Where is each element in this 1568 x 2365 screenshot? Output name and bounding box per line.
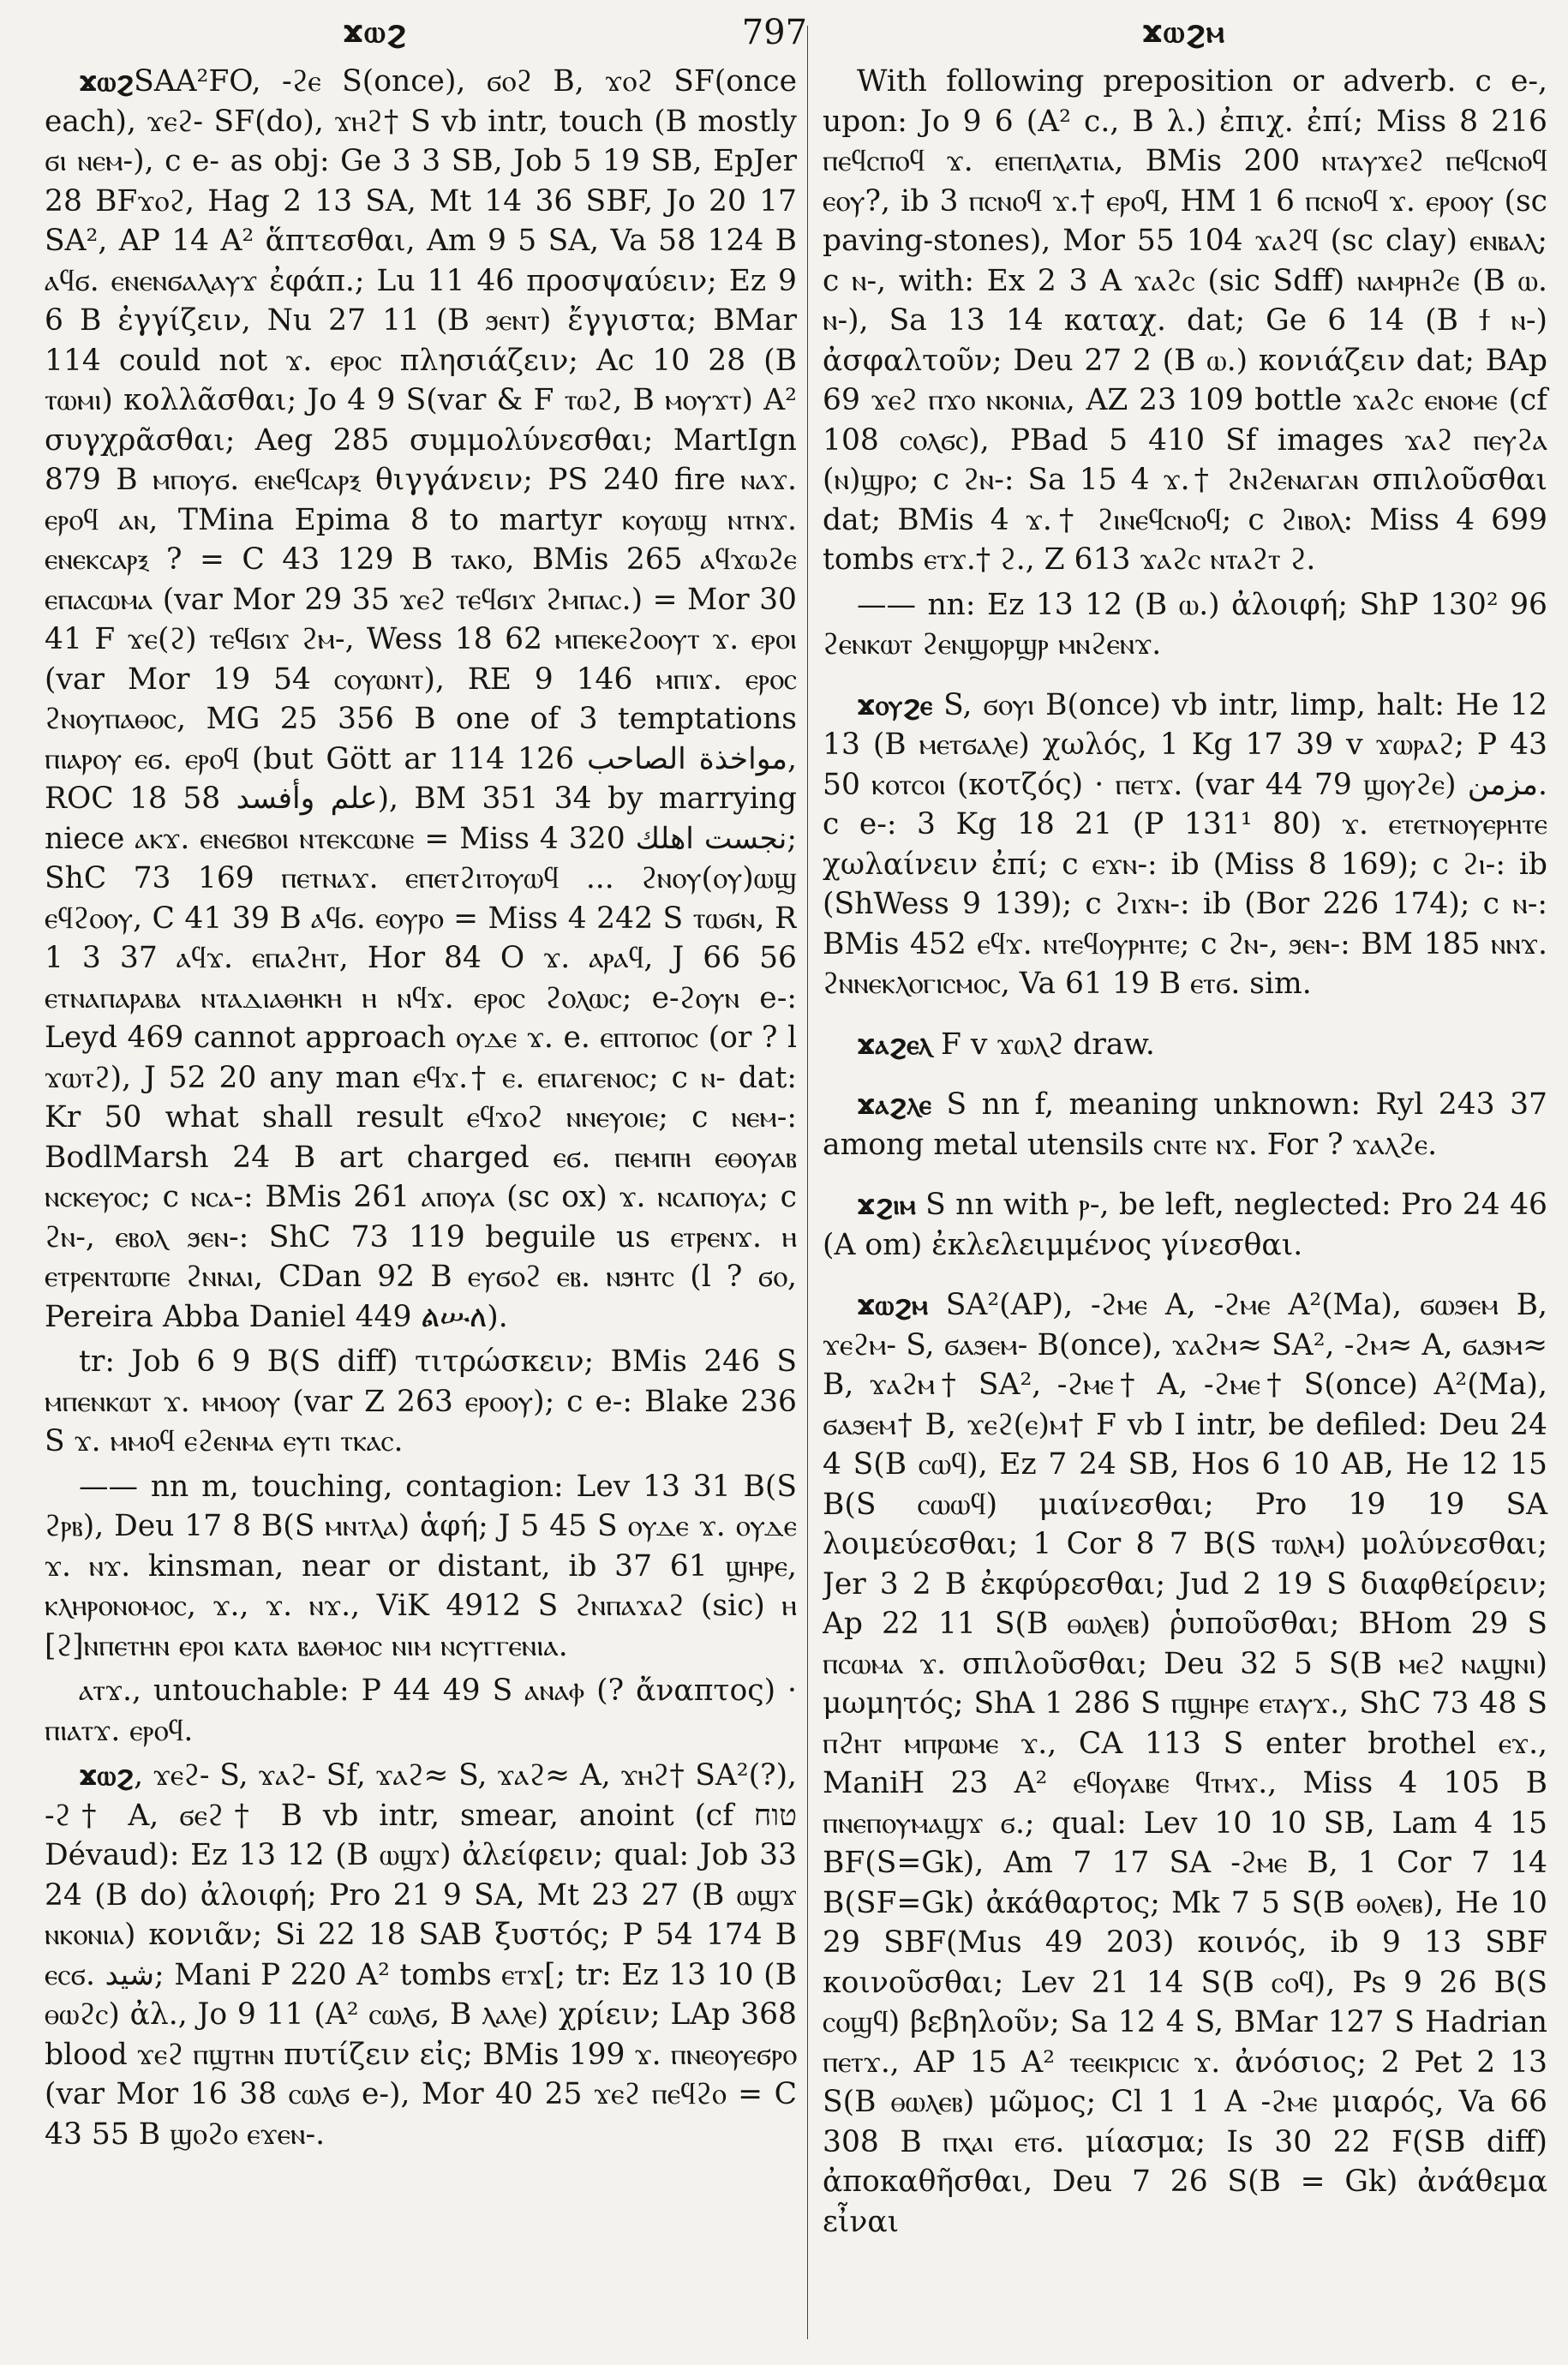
entry-jOh-transitive <box>45 1342 797 1462</box>
entry-jahle <box>823 1085 1547 1165</box>
entry-headword: ϫϩⲓⲙ <box>857 1188 916 1221</box>
left-column <box>45 62 797 2348</box>
entry-body: S, ϭⲟⲩⲓ B(once) vb intr, limp, halt: He 12 13 (B ⲙⲉⲧϭⲁⲗⲉ) χωλός, 1 Kg 17 39 v ϫⲱⲣⲁϩ; P 43 50 ⲕⲟⲧⲥⲟⲓ (κοτζός) · ⲡⲉⲧϫ. (var 44 79 ϣⲟⲩϩⲉ) مزمن. c e-: 3 Kg 18 21 (P 131¹ 80) ϫ. ⲉⲧⲉⲧⲛⲟⲩⲉⲣⲏⲧⲉ χωλαίνειν ἐπί; c ⲉϫⲛ-: ib (Miss 8 169); c ϩⲓ-: ib (ShWess 9 139); c ϩⲓϫⲛ-: ib (Bor 226 174); c ⲛ-: BMis 452 ⲉϥϫ. ⲛⲧⲉϥⲟⲩⲣⲏⲧⲉ; c ϩⲛ-, ϧⲉⲛ-: BM 185 ⲛⲛϫ. ϩⲛⲛⲉⲕⲗⲟⲅⲓⲥⲙⲟⲥ, Va 61 19 B ⲉⲧϭ. sim. <box>823 687 1547 1001</box>
entry-jOh-prepositions <box>823 62 1547 580</box>
entry-jhim <box>823 1185 1547 1265</box>
entry-body: S nn f, meaning unknown: Ryl 243 37 among metal utensils ⲥⲛⲧⲉ ⲛϫ. For ? ϫⲁⲗϩⲉ. <box>823 1087 1547 1162</box>
entry-headword: ϫⲁϩⲗⲉ <box>857 1088 932 1121</box>
entry-body: SAA²FO, -ϩⲉ S(once), ϭⲟϩ B, ϫⲟϩ SF(once each), ϫⲉϩ- SF(do), ϫⲏϩ† S vb intr, touch (B mostly ϭⲓ ⲛⲉⲙ-), c e- as obj: Ge 3 3 SB, Job 5 19 SB, EpJer 28 BFϫⲟϩ, Hag 2 13 SA, Mt 14 36 SBF, Jo 20 17 SA², AP 14 A² ἅπτεσθαι, Am 9 5 SA, Va 58 124 B ⲁϥϭ. ⲉⲛⲉⲛϭⲁⲗⲁⲩϫ ἐφάπ.; Lu 11 46 προσψαύειν; Ez 9 6 B ἐγγίζειν, Nu 27 11 (B ϧⲉⲛⲧ) ἔγγιστα; BMar 114 could not ϫ. ⲉⲣⲟⲥ πλησιάζειν; Ac 10 28 (B ⲧⲱⲙⲓ) κολλᾶσθαι; Jo 4 9 S(var & F ⲧⲱϩ, B ⲙⲟⲩϫⲧ) A² συγχρᾶσθαι; Aeg 285 συμμολύνεσθαι; MartIgn 879 B ⲙⲡⲟⲩϭ. ⲉⲛⲉϥⲥⲁⲣⲝ θιγγάνειν; PS 240 fire ⲛⲁϫ. ⲉⲣⲟϥ ⲁⲛ, TMina Epima 8 to martyr ⲕⲟⲩⲱϣ ⲛⲧⲛϫ. ⲉⲛⲉⲕⲥⲁⲣⲝ ? = C 43 129 B ⲧⲁⲕⲟ, BMis 265 ⲁϥϫⲱϩⲉ ⲉⲡⲁⲥⲱⲙⲁ (var Mor 29 35 ϫⲉϩ ⲧⲉϥϭⲓϫ ϩⲙⲡⲁⲥ.) = Mor 30 41 F ϫⲉ(ϩ) ⲧⲉϥϭⲓϫ ϩⲙ-, Wess 18 62 ⲙⲡⲉⲕⲉϩⲟⲟⲩⲧ ϫ. ⲉⲣⲟⲓ (var Mor 19 54 ⲥⲟⲩⲱⲛⲧ), RE 9 146 ⲙⲡⲓϫ. ⲉⲣⲟⲥ ϩⲛⲟⲩⲡⲁⲑⲟⲥ, MG 25 356 B one of 3 temptations ⲡⲓⲁⲣⲟⲩ ⲉϭ. ⲉⲣⲟϥ (but Gött ar 114 126 مواخذة الصاحب, ROC 18 58 علم وأفسد), BM 351 34 by marrying niece ⲁⲕϫ. ⲉⲛⲉϭⲃⲟⲓ ⲛⲧⲉⲕⲥⲱⲛⲉ = Miss 4 320 نجست اهلك; ShC 73 169 ⲡⲉⲧⲛⲁϫ. ⲉⲡⲉⲧϩⲓⲧⲟⲩⲱϥ ... ϩⲛⲟⲩ(ⲟⲩ)ⲱϣ ⲉϥϩⲟⲟⲩ, C 41 39 B ⲁϥϭ. ⲉⲟⲩⲣⲟ = Miss 4 242 S ⲧⲱϭⲛ, R 1 3 37 ⲁϥϫ. ⲉⲡⲁϩⲏⲧ, Hor 84 O ϫ. ⲁⲣⲁϥ, J 66 56 ⲉⲧⲛⲁⲡⲁⲣⲁⲃⲁ ⲛⲧⲁⲇⲓⲁⲑⲏⲕⲏ ⲏ ⲛϥϫ. ⲉⲣⲟⲥ ϩⲟⲗⲱⲥ; e-ϩⲟⲩⲛ e-: Leyd 469 cannot approach ⲟⲩⲇⲉ ϫ. e. ⲉⲡⲧⲟⲡⲟⲥ (or ? l ϫⲱⲧϩ), J 52 20 any man ⲉϥϫ.† ⲉ. ⲉⲡⲁⲅⲉⲛⲟⲥ; c ⲛ- dat: Kr 50 what shall result ⲉϥϫⲟϩ ⲛⲛⲉⲩⲟⲓⲉ; c ⲛⲉⲙ-: BodlMarsh 24 B art charged ⲉϭ. ⲡⲉⲙⲡⲏ ⲉⲑⲟⲩⲁⲃ ⲛⲥⲕⲉⲩⲟⲥ; c ⲛⲥⲁ-: BMis 261 ⲁⲡⲟⲩⲁ (sc ox) ϫ. ⲛⲥⲁⲡⲟⲩⲁ; c ϩⲛ-, ⲉⲃⲟⲗ ϧⲉⲛ-: ShC 73 119 beguile us ⲉⲧⲣⲉⲛϫ. ⲏ ⲉⲧⲣⲉⲛⲧⲱⲡⲉ ϩⲛⲛⲁⲓ, CDan 92 B ⲉⲩϭⲟϩ ⲉⲃ. ⲛϧⲏⲧⲥ (l ? ϭⲟ, Pereira Abba Daniel 449 ልሡለ). <box>45 64 797 1334</box>
entry-body: With following preposition or adverb. c e-, upon: Jo 9 6 (A² c., B λ.) ἐπιχ. ἐπί; Miss 8 216 ⲡⲉϥⲥⲡⲟϥ ϫ. ⲉⲡⲉⲡⲗⲁⲧⲓⲁ, BMis 200 ⲛⲧⲁⲩϫⲉϩ ⲡⲉϥⲥⲛⲟϥ ⲉⲟⲩ?, ib 3 ⲡⲥⲛⲟϥ ϫ.† ⲉⲣⲟϥ, HM 1 6 ⲡⲥⲛⲟϥ ϫ. ⲉⲣⲟⲟⲩ (sc paving-stones), Mor 55 104 ϫⲁϩϥ (sc clay) ⲉⲛⲃⲁⲗ; c ⲛ-, with: Ex 2 3 A ϫⲁϩⲥ (sic Sdff) ⲛⲁⲙⲣⲏϩⲉ (B ⲱ. ⲛ-), Sa 13 14 καταχ. dat; Ge 6 14 (B ϯ ⲛ-) ἀσφαλτοῦν; Deu 27 2 (B ⲱ.) κονιάζειν dat; BAp 69 ϫⲉϩ ⲡϫⲟ ⲛⲕⲟⲛⲓⲁ, AZ 23 109 bottle ϫⲁϩⲥ ⲉⲛⲟⲙⲉ (cf 108 ⲥⲟⲗϭⲥ), PBad 5 410 Sf images ϫⲁϩ ⲡⲉⲩϩⲁ (ⲛ)ϣⲣⲟ; c ϩⲛ-: Sa 15 4 ϫ.† ϩⲛϩⲉⲛⲁⲅⲁⲛ σπιλοῦσθαι dat; BMis 4 ϫ.† ϩⲓⲛⲉϥⲥⲛⲟϥ; c ϩⲓⲃⲟⲗ: Miss 4 699 tombs ⲉⲧϫ.† ϩ., Z 613 ϫⲁϩⲥ ⲛⲧⲁϩⲧ ϩ. <box>823 64 1547 577</box>
entry-body: SA²(AP), -ϩⲙⲉ A, -ϩⲙⲉ A²(Ma), ϭⲱϧⲉⲙ B, ϫⲉϩⲙ- S, ϭⲁϧⲉⲙ- B(once), ϫⲁϩⲙ≈ SA², -ϩⲙ≈ A, ϭⲁϧⲙ≈ B, ϫⲁϩⲙ† SA², -ϩⲙⲉ† A, -ϩⲙⲉ† S(once) A²(Ma), ϭⲁϧⲉⲙ† B, ϫⲉϩ(ⲉ)ⲙ† F vb I intr, be defiled: Deu 24 4 S(B ⲥⲱϥ), Ez 7 24 SB, Hos 6 10 AB, He 12 15 B(S ⲥⲱⲱϥ) μιαίνεσθαι; Pro 19 19 SA λοιμεύεσθαι; 1 Cor 8 7 B(S ⲧⲱⲗⲙ) μολύνεσθαι; Jer 3 2 B ἐκφύρεσθαι; Jud 2 19 S διαφθείρειν; Ap 22 11 S(B ⲑⲱⲗⲉⲃ) ῥυποῦσθαι; BHom 29 S ⲡⲥⲱⲙⲁ ϫ. σπιλοῦσθαι; Deu 32 5 S(B ⲙⲉϩ ⲛⲁϣⲛⲓ) μωμητός; ShA 1 286 S ⲡϣⲏⲣⲉ ⲉⲧⲁⲩϫ., ShC 73 48 S ⲡϩⲏⲧ ⲙⲡⲣⲱⲙⲉ ϫ., CA 113 S enter brothel ⲉϫ., ManiH 23 A² ⲉϥⲟⲩⲁⲃⲉ ϥⲧⲙϫ., Miss 4 105 B ⲡⲛⲉⲡⲟⲩⲙⲁϣϫ ϭ.; qual: Lev 10 10 SB, Lam 4 15 BF(S=Gk), Am 7 17 SA -ϩⲙⲉ B, 1 Cor 7 14 B(SF=Gk) ἀκάθαρτος; Mk 7 5 S(B ⲑⲟⲗⲉⲃ), He 10 29 SBF(Mus 49 203) κοινός, ib 9 13 SBF κοινοῦσθαι; Lev 21 14 S(B ⲥⲟϥ), Ps 9 26 B(S ⲥⲟϣϥ) βεβηλοῦν; Sa 12 4 S, BMar 127 S Hadrian ⲡⲉⲧϫ., AP 15 A² ⲧⲉⲉⲓⲕⲣⲓⲥⲓⲥ ϫ. ἀνόσιος; 2 Pet 2 13 S(B ⲑⲱⲗⲉⲃ) μῶμος; Cl 1 1 A -ϩⲙⲉ μιαρός, Va 66 308 B ⲡⲭⲁⲓ ⲉⲧϭ. μίασμα; Is 30 22 F(SB diff) ἀποκαθῆσθαι, Deu 7 26 S(B = Gk) ἀνάθεμα εἶναι <box>823 1288 1547 2239</box>
entry-headword: ϫⲁϩⲉⲗ <box>857 1027 932 1061</box>
entry-body: F v ϫⲱⲗϩ draw. <box>941 1027 1155 1062</box>
entry-body: S nn with ⲣ-, be left, neglected: Pro 24 46 (A om) ἐκλελειμμένος γίνεσθαι. <box>823 1188 1548 1262</box>
column-divider <box>807 26 808 2339</box>
entry-headword: ϫⲟⲩϩⲉ <box>857 688 933 721</box>
entry-body: , ϫⲉϩ- S, ϫⲁϩ- Sf, ϫⲁϩ≈ S, ϫⲁϩ≈ A, ϫⲏϩ† SA²(?), -ϩ† A, ϭⲉϩ† B vb intr, smear, anoint (cf טוח Dévaud): Ez 13 12 (B ⲱϣϫ) ἀλείφειν; qual: Job 33 24 (B do) ἀλοιφή; Pro 21 9 SA, Mt 23 27 (B ⲱϣϫ ⲛⲕⲟⲛⲓⲁ) κονιᾶν; Si 22 18 SAB ξυστός; P 54 174 B ⲉⲥϭ. شيد; Mani P 220 A² tombs ⲉⲧϫ[; tr: Ez 13 10 (B ⲑⲱϩⲥ) ἀλ., Jo 9 11 (A² ⲥⲱⲗϭ, B ⲗⲁⲗⲉ) χρίειν; LAp 368 blood ϫⲉϩ ⲡϣⲧⲏⲛ πυτίζειν εἰς; BMis 199 ϫ. ⲡⲛⲉⲟⲩⲉϭⲣⲟ (var Mor 16 38 ⲥⲱⲗϭ e-), Mor 40 25 ϫⲉϩ ⲡⲉϥϩⲟ = C 43 55 B ϣⲟϩⲟ ⲉϫⲉⲛ-. <box>45 1758 797 2152</box>
entry-body: ⲁⲧϫ., untouchable: P 44 49 S ⲁⲛⲁⲫ (? ἄναπτος) · ⲡⲓⲁⲧϫ. ⲉⲣⲟϥ. <box>45 1673 797 1748</box>
page-number: 797 <box>741 13 808 52</box>
entry-jOh-untouchable <box>45 1671 797 1751</box>
right-running-headword: ϫⲱϩⲙ <box>1141 15 1225 50</box>
entry-jOh-smear-noun <box>823 585 1547 665</box>
right-column <box>823 62 1568 2348</box>
entry-jOh <box>45 62 797 1337</box>
entry-jahel <box>823 1025 1547 1065</box>
left-running-headword: ϫⲱϩ <box>343 15 408 50</box>
entry-headword: ϫⲱϩⲙ <box>857 1289 928 1321</box>
entry-jouhe <box>823 686 1547 1004</box>
entry-headword: ϫⲱϩ <box>79 1759 135 1792</box>
entry-body: —— nn m, touching, contagion: Lev 13 31 B(S ϩⲣⲃ), Deu 17 8 B(S ⲙⲛⲧⲗⲁ) ἁφή; J 5 45 S ⲟⲩⲇⲉ ϫ. ⲟⲩⲇⲉ ϫ. ⲛϫ. kinsman, near or distant, ib 37 61 ϣⲏⲣⲉ, ⲕⲗⲏⲣⲟⲛⲟⲙⲟⲥ, ϫ., ϫ. ⲛϫ., ViK 4912 S ϩⲛⲡⲁϫⲁϩ (sic) ⲏ [ϩ]ⲛⲡⲉⲧⲏⲛ ⲉⲣⲟⲓ ⲕⲁⲧⲁ ⲃⲁⲑⲙⲟⲥ ⲛⲓⲙ ⲛⲥⲩⲅⲅⲉⲛⲓⲁ. <box>45 1469 797 1663</box>
entry-jOh-smear <box>45 1756 797 2154</box>
page-header <box>51 7 1517 58</box>
entry-body: tr: Job 6 9 B(S diff) τιτρώσκειν; BMis 246 S ⲙⲡⲉⲛⲕⲱⲧ ϫ. ⲙⲙⲟⲟⲩ (var Z 263 ⲉⲣⲟⲟⲩ); c e-: Blake 236 S ϫ. ⲙⲙⲟϥ ⲉϩⲉⲛⲙⲁ ⲉⲩⲧⲓ ⲧⲕⲁⲥ. <box>45 1344 797 1458</box>
entry-body: —— nn: Ez 13 12 (B ⲱ.) ἀλοιφή; ShP 130² 96 ϩⲉⲛⲕⲱⲧ ϩⲉⲛϣⲟⲣϣⲣ ⲙⲛϩⲉⲛϫ. <box>823 587 1547 662</box>
entry-jOh-noun <box>45 1467 797 1667</box>
entry-johm <box>823 1285 1547 2242</box>
entry-headword: ϫⲱϩ <box>79 65 135 98</box>
